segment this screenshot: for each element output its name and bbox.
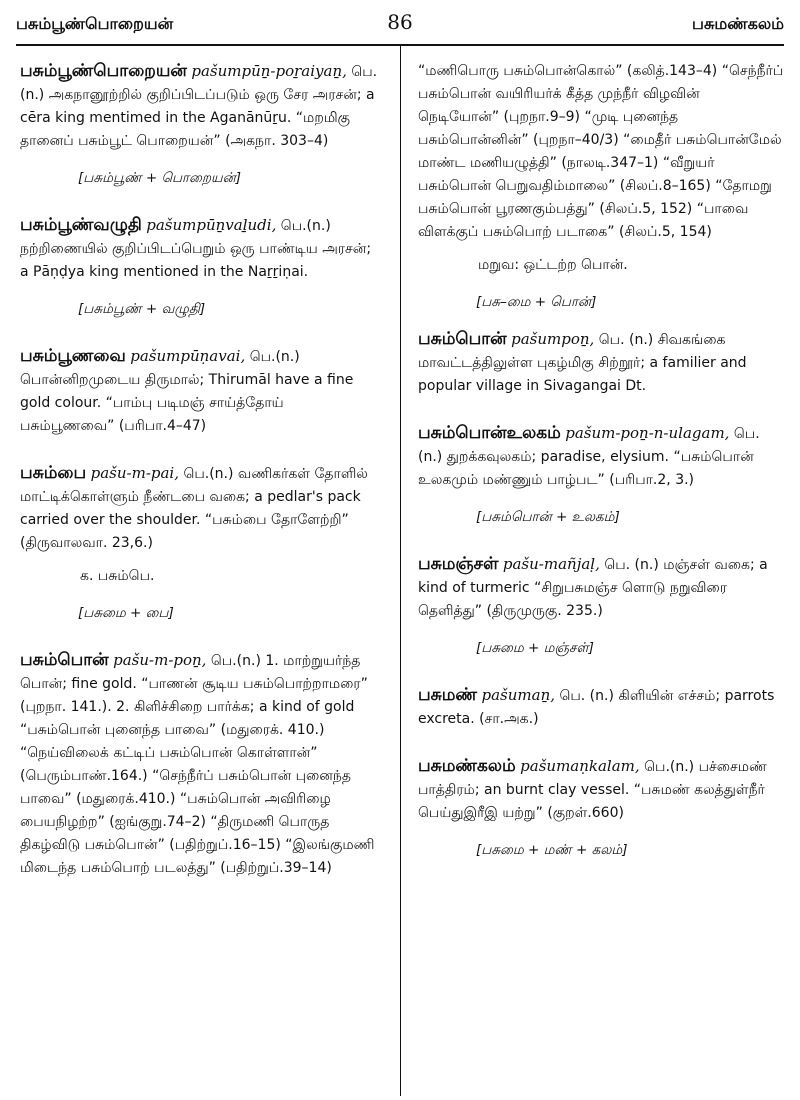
definition: பெ.(n.) நற்றிணையில் குறிப்பிடப்பெறும் ஒரு பாண்டிய அரசன்; a Pāṇḍya king mentioned in the Naṟṟiṇai.: [20, 218, 372, 280]
definition: பெ.(n.) 1. மாற்றுயர்ந்த பொன்; fine gold. “பாணன் சூடிய பசும்பொற்றாமரை” (புறநா. 141.). 2. கிளிச்சிறை பார்க்க; a kind of gold “பசும்பொன் புனைந்த பாவை” (மதுரைக். 410.) “நெய்விலைக் கட்டிப் பசும்பொன் கொள்ளான்” (பெரும்பாண்.164.) “செந்நீர்ப் பசும்பொன் புனைந்த பாவை” (மதுரைக்.410.) “பசும்பொன் அவிரிழை பையநிழற்ற” (ஐங்குறு.74–2) “திருமணி பொருத திகழ்விடு பசும்பொன்” (பதிற்றுப்.16–15) “இலங்குமணி மிடைந்த பசும்பொற் படலத்து” (பதிற்றுப்.39–14): [20, 653, 375, 876]
headword: பசும்பூணவை: [20, 346, 126, 366]
dictionary-entry: [418, 328, 784, 398]
headword: பசுமண்: [418, 685, 478, 705]
headword: பசும்பூண்பொறையன்: [20, 61, 187, 81]
dictionary-entry: [20, 214, 380, 321]
etymology: [பசுமை + மஞ்சள்]: [476, 640, 594, 656]
column-divider: [400, 46, 401, 1096]
headword: பசுமண்கலம்: [418, 756, 516, 776]
dictionary-entry: [418, 684, 784, 731]
dictionary-entry: [20, 649, 380, 880]
headword: பசும்பூண்வழுதி: [20, 215, 142, 235]
definition: பெ. (n.) துறக்கவுலகம்; paradise, elysium. “பசும்பொன் உலகமும் மண்ணும் பாழ்பட” (பரிபா.2, 3.): [418, 426, 760, 488]
definition: பெ.(n.) வணிகர்கள் தோளில் மாட்டிக்கொள்ளும் நீண்டபை வகை; a pedlar's pack carried over the shoulder. “பசும்பை தோளேற்றி” (திருவாலவா. 23,6.): [20, 466, 368, 551]
synonym-note: மறுவ: ஒட்டற்ற பொன்.: [478, 257, 628, 273]
page-number: 86: [387, 10, 413, 34]
transliteration: pašumpūṇavai,: [130, 347, 246, 365]
definition: பெ.(n.) பொன்னிறமுடைய திருமால்; Thirumāl have a fine gold colour. “பாம்பு படிமஞ் சாய்த்தோய் பசும்பூணவை” (பரிபா.4–47): [20, 349, 354, 434]
definition: பெ. (n.) மஞ்சள் வகை; a kind of turmeric “சிறுபசுமஞ்ச ளொடு நறுவிரை தெளித்து” (திருமுருகு. 235.): [418, 557, 768, 619]
transliteration: pašu-m-pai,: [90, 464, 179, 482]
etymology: [பசும்பூண் + வழுதி]: [78, 301, 206, 317]
dictionary-entry: [20, 462, 380, 625]
etymology: [பசுமை + மண் + கலம்]: [476, 842, 628, 858]
right-column: [418, 60, 784, 886]
headword: பசுமஞ்சள்: [418, 554, 499, 574]
headword: பசும்பொன்உலகம்: [418, 423, 561, 443]
dictionary-entry: [20, 60, 380, 190]
transliteration: pašu-m-poṉ,: [113, 651, 207, 669]
dictionary-entry: [20, 345, 380, 438]
definition: பெ.(n.) அகநானூற்றில் குறிப்பிடப்படும் ஒரு சேர அரசன்; a cēra king mentimed in the Aganānūṟu. “மறமிகு தானைப் பசும்பூட் பொறையன்” (அகநா. 303–4): [20, 64, 378, 149]
transliteration: pašu-mañjaḷ,: [502, 555, 600, 573]
running-head-right: பசுமண்கலம்: [692, 14, 784, 33]
page-header: [16, 4, 784, 46]
etymology: [பசு–மை + பொன்]: [476, 294, 597, 310]
definition: பெ. (n.) சிவகங்கை மாவட்டத்திலுள்ள புகழ்மிகு சிற்றூர்; a familier and popular village in Sivagangai Dt.: [418, 332, 747, 394]
dictionary-entry: [418, 553, 784, 660]
transliteration: pašumaṇkalam,: [520, 757, 640, 775]
etymology: [பசுமை + பை]: [78, 605, 174, 621]
definition: பெ.(n.) பச்சைமண் பாத்திரம்; an burnt clay vessel. “பசுமண் கலத்துள்நீர் பெய்துஇரீஇ யற்று” (குறள்.660): [418, 759, 767, 821]
headword: பசும்பை: [20, 463, 87, 483]
headword: பசும்பொன்: [418, 329, 507, 349]
headword: பசும்பொன்: [20, 650, 109, 670]
etymology: [பசும்பூண் + பொறையன்]: [78, 170, 241, 186]
continued-entry: [418, 60, 784, 314]
transliteration: pašumpūṉ-poṟaiyaṉ,: [191, 62, 347, 80]
cognate-note: க. பசும்பெ.: [80, 568, 155, 584]
transliteration: pašum-poṉ-n-ulagam,: [565, 424, 730, 442]
running-head-left: பசும்பூண்பொறையன்: [16, 14, 174, 33]
definition: பெ. (n.) கிளியின் எச்சம்; parrots excreta. (சா.அக.): [418, 688, 775, 727]
transliteration: pašumpoṉ,: [511, 330, 595, 348]
left-column: [20, 60, 380, 904]
continued-quotations: “மணிபொரு பசும்பொன்கொல்” (கலித்.143–4) “செந்நீர்ப் பசும்பொன் வயிரியர்க் கீத்த முந்நீர் விழவின் நெடியோன்” (புறநா.9–9) “முடி புனைந்த பசும்பொன்னின்” (புறநா–40/3) “மைதீர் பசும்பொன்மேல் மாண்ட மணியழுத்தி” (நாலடி.347–1) “வீறுயர் பசும்பொன் பெறுவதிம்மாலை” (சிலப்.8–165) “தோமறு பசும்பொன் பூரணகும்பத்து” (சிலப்.5, 152) “பாவை விளக்குப் பசும்பொற் படாகை” (சிலப்.5, 154): [418, 63, 784, 240]
transliteration: pašumaṉ,: [481, 686, 556, 704]
transliteration: pašumpūṉvaḻudi,: [146, 216, 277, 234]
dictionary-entry: [418, 422, 784, 529]
dictionary-entry: [418, 755, 784, 862]
etymology: [பசும்பொன் + உலகம்]: [476, 509, 620, 525]
